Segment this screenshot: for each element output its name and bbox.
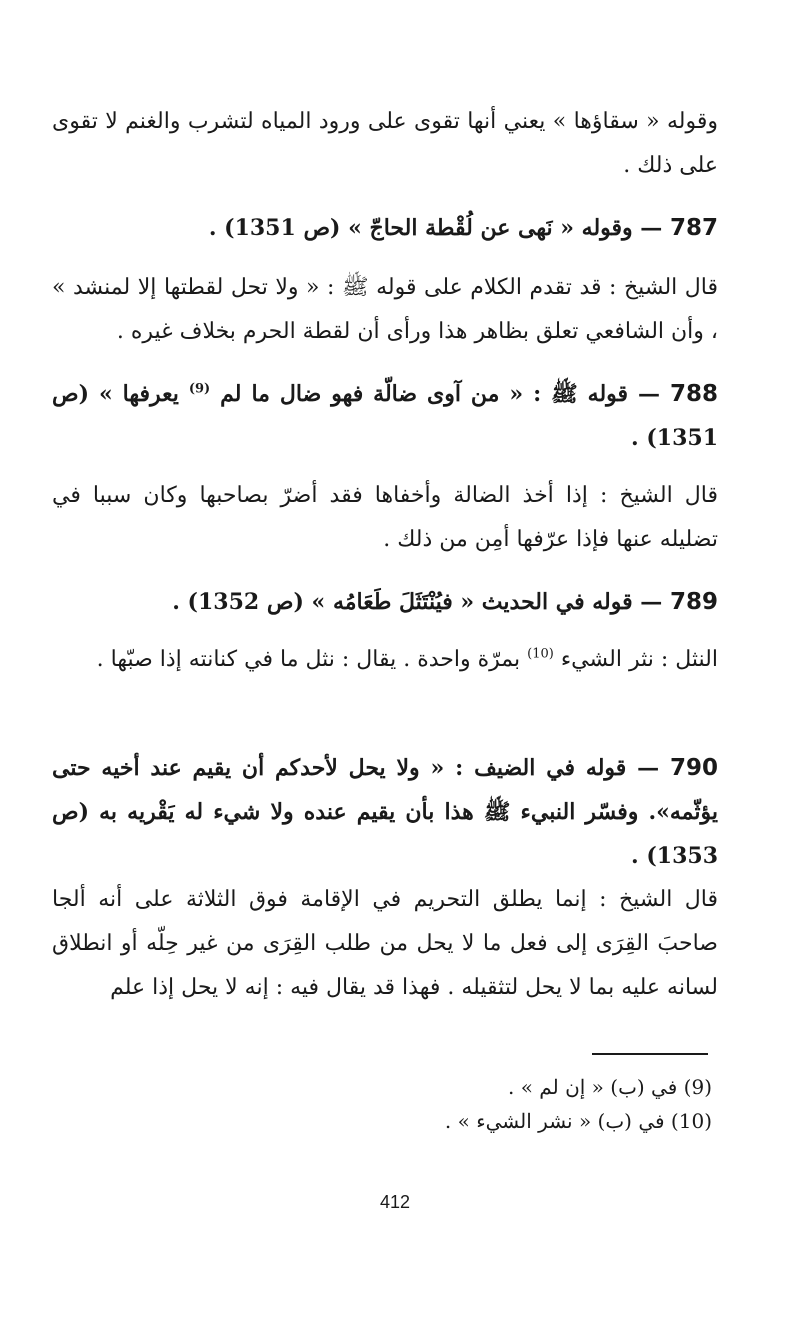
entry-heading-text-cont: يعرفها » (ص 1351) .: [52, 381, 718, 451]
entry-788-heading: [52, 372, 718, 460]
entry-787-heading: [52, 206, 718, 250]
paragraph-text: النثل : نثر الشيء: [560, 647, 718, 672]
entry-number: 789: [669, 589, 718, 615]
entry-heading-text: — وقوله « نَهى عن لُقْطة الحاجّ » (ص 1351) .: [208, 215, 663, 241]
entry-heading-text: — قوله في الضيف : « ولا يحل لأحدكم أن يقيم عند أخيه حتى يؤثّمه». وفسّر النبيء ﷺ هذا بأن يقيم عنده ولا شيء له يَقْريه به (ص 1353) .: [52, 755, 718, 869]
paragraph-text: قال الشيخ : إنما يطلق التحريم في الإقامة فوق الثلاثة على أنه ألجا صاحبَ القِرَى إلى فعل ما لا يحل من طلب القِرَى من غير حِلّه أو انطلاق لسانه عليه بما لا يحل لتثقيله . فهذا قد يقال فيه : إنه لا يحل إذا علم: [52, 887, 718, 1000]
commentary-788: [52, 474, 718, 562]
page-number: 412: [379, 1192, 411, 1212]
entry-number: 787: [669, 215, 718, 241]
footnote-ref-9[interactable]: (9): [188, 381, 211, 397]
commentary-790: [52, 878, 718, 1010]
entry-number: 788: [669, 381, 718, 407]
paragraph-text: وقوله « سقاؤها » يعني أنها تقوى على ورود المياه لتشرب والغنم لا تقوى على ذلك .: [52, 109, 718, 178]
footnote-9: (9) في (ب) « إن لم » .: [508, 1075, 712, 1099]
paragraph-text-cont: بمرّة واحدة . يقال : نثل ما في كنانته إذا صبّها .: [96, 647, 521, 672]
commentary-787: [52, 266, 718, 354]
entry-heading-text: — قوله في الحديث « فيُنْتَثَلَ طَعَامُه » (ص 1352) .: [172, 589, 663, 615]
paragraph-text: قال الشيخ : إذا أخذ الضالة وأخفاها فقد أضرّ بصاحبها وكان سببا في تضليله عنها فإذا عرّفها أمِن من ذلك .: [52, 483, 718, 552]
entry-789-heading: [52, 580, 718, 624]
footnote-ref-10[interactable]: (10): [527, 646, 554, 662]
commentary-789: [52, 638, 718, 682]
entry-number: 790: [669, 755, 718, 781]
paragraph-text: قال الشيخ : قد تقدم الكلام على قوله ﷺ : « ولا تحل لقطتها إلا لمنشد » ، وأن الشافعي تعلق بظاهر هذا ورأى أن لقطة الحرم بخلاف غيره .: [52, 275, 718, 344]
footnote-divider: [592, 1053, 708, 1055]
entry-790-heading: [52, 746, 718, 878]
paragraph-intro: [52, 100, 718, 188]
footnote-10: (10) في (ب) « نشر الشيء » .: [444, 1109, 712, 1133]
entry-heading-text: — قوله ﷺ : « من آوى ضالّة فهو ضال ما لم: [220, 381, 661, 407]
